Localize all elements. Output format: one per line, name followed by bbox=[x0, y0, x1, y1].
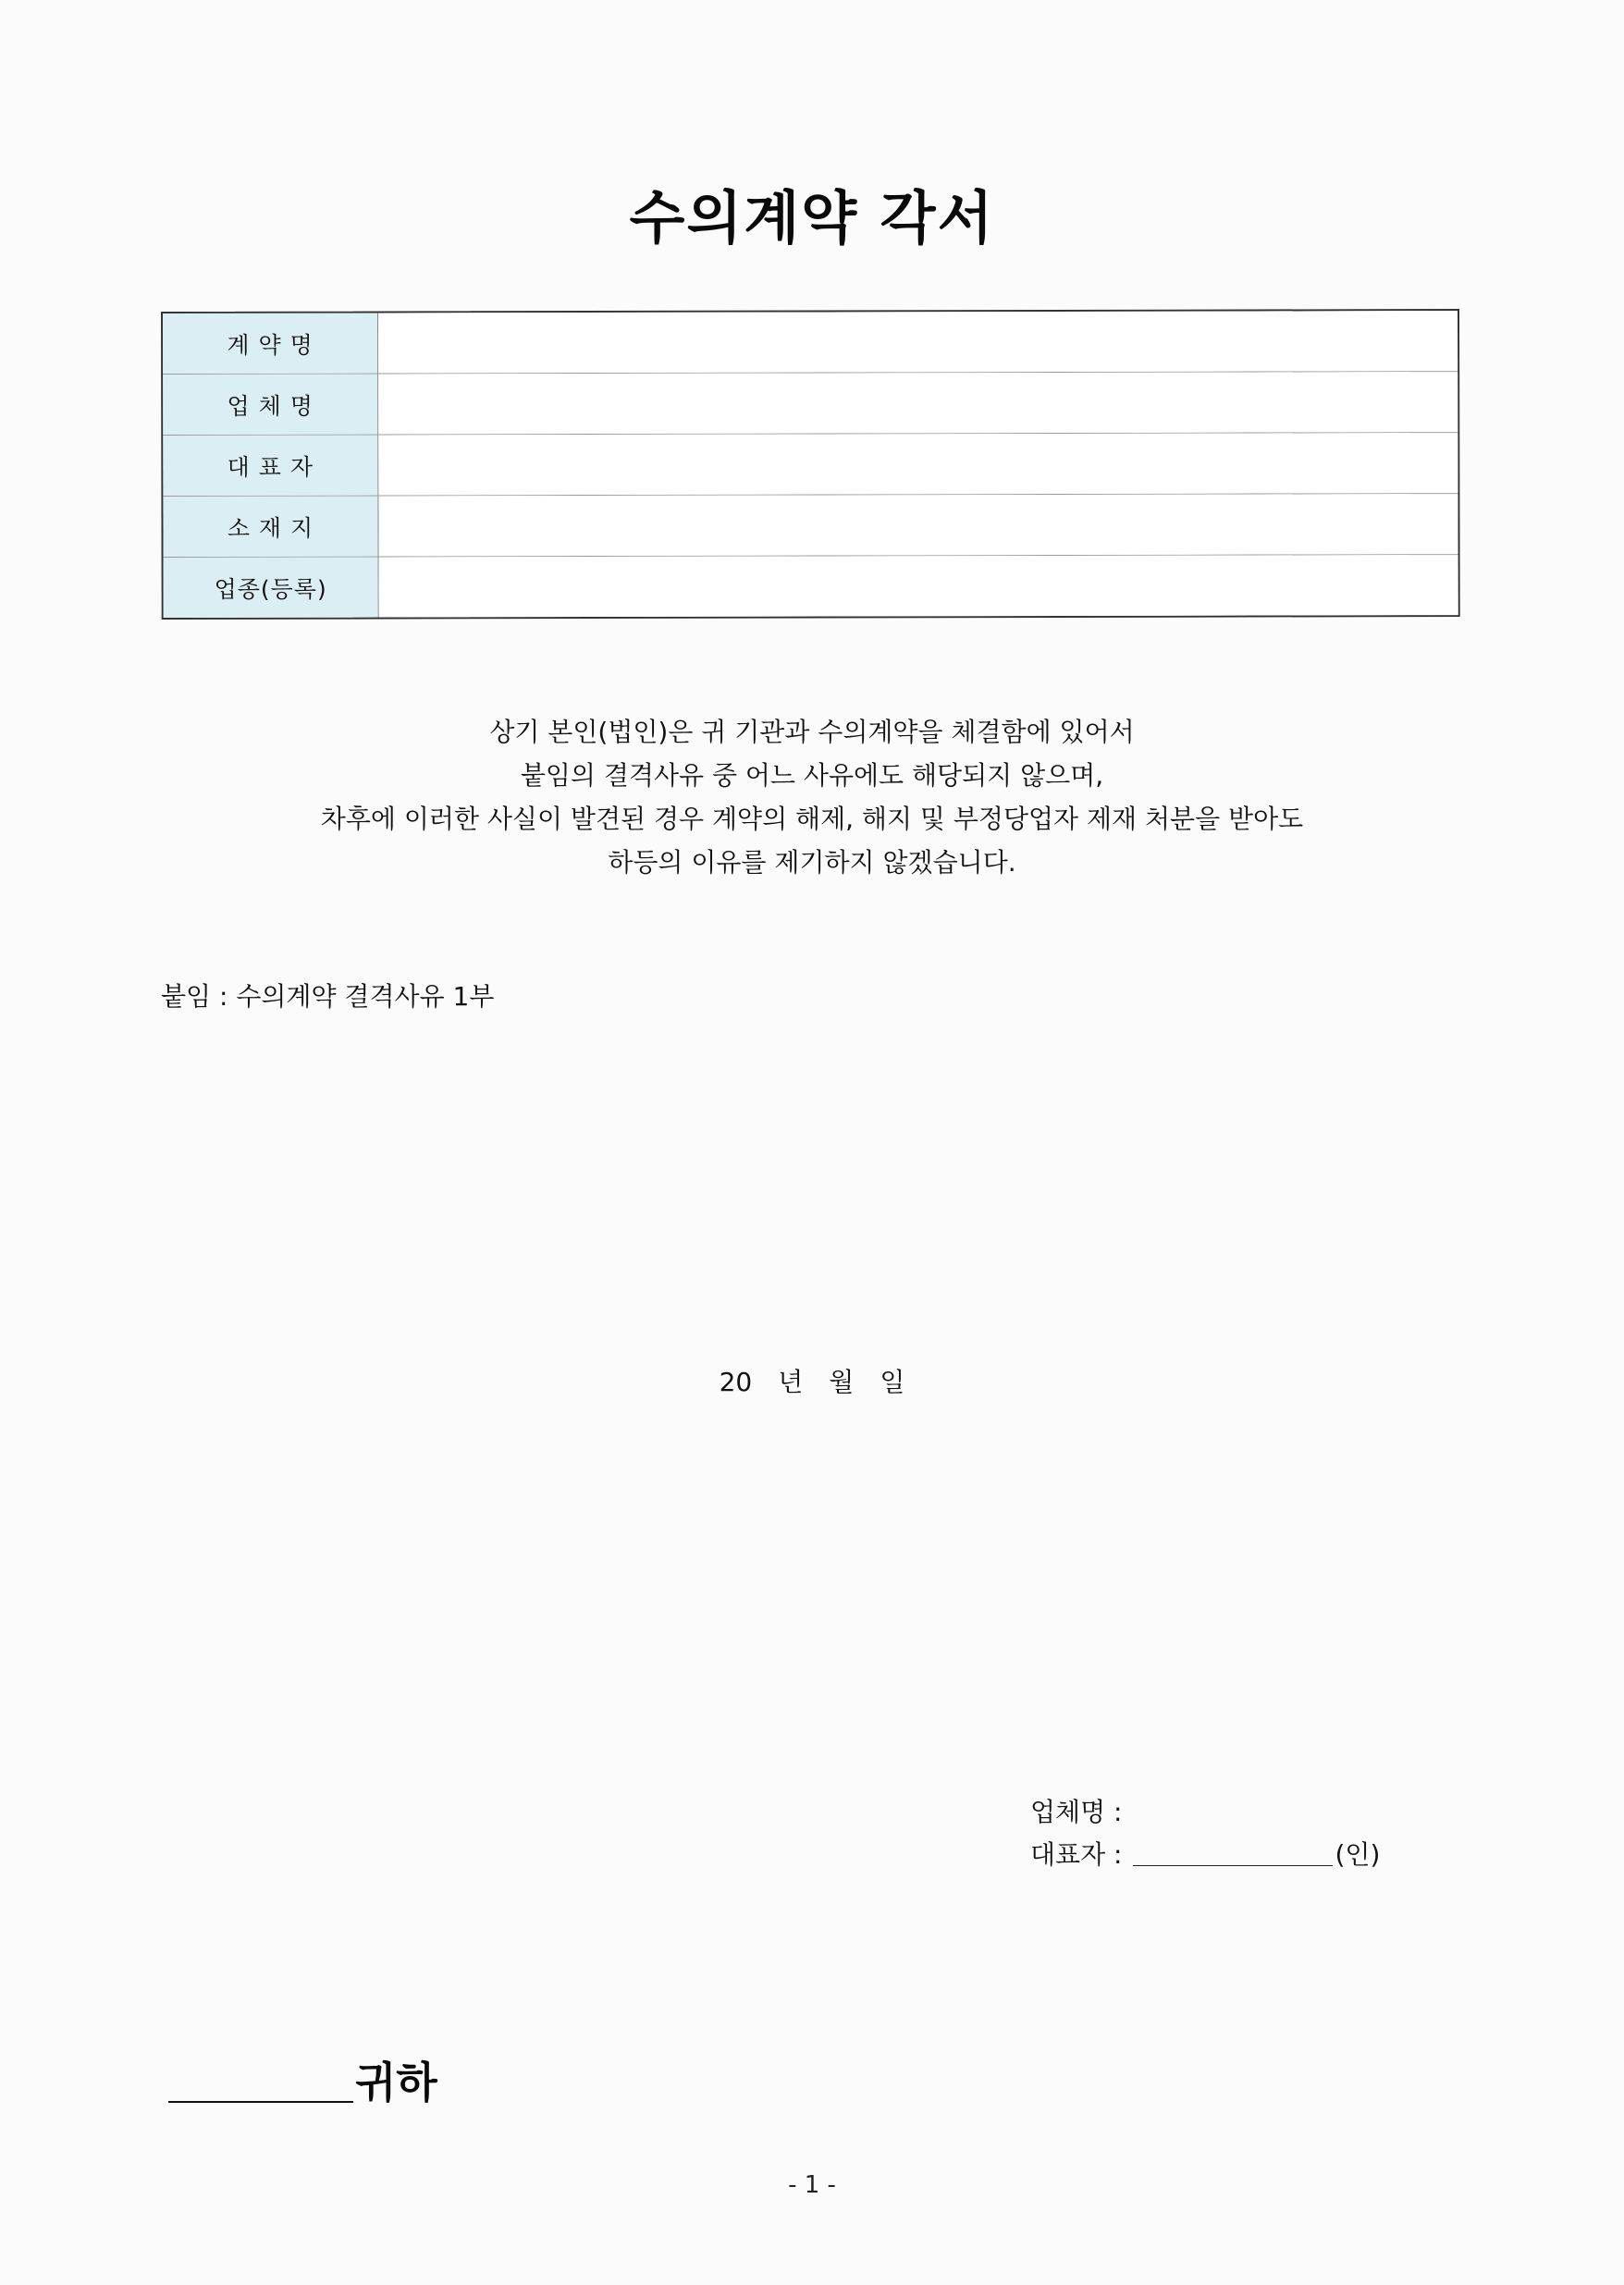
statement-line: 하등의 이유를 제기하지 않겠습니다. bbox=[608, 847, 1016, 878]
date-month-label: 월 bbox=[829, 1367, 855, 1397]
table-row-representative bbox=[163, 433, 1458, 497]
representative-label: 대표자 : bbox=[1030, 1839, 1123, 1870]
representative-field[interactable] bbox=[378, 433, 1458, 495]
page-number: - 1 - bbox=[788, 2171, 836, 2199]
company-name-field[interactable] bbox=[378, 372, 1458, 434]
document-title: 수의계약 각서 bbox=[629, 184, 995, 252]
table-row-contract-name bbox=[163, 311, 1458, 375]
seal-mark: (인) bbox=[1335, 1839, 1381, 1870]
date-day-label: 일 bbox=[880, 1367, 905, 1397]
table-row-business-type bbox=[164, 555, 1458, 618]
representative-signature-blank[interactable] bbox=[1133, 1864, 1333, 1866]
row-label: 소 재 지 bbox=[163, 497, 378, 557]
row-label: 업종(등록) bbox=[164, 558, 379, 618]
attachment-note: 붙임 : 수의계약 결격사유 1부 bbox=[161, 981, 495, 1012]
signature-representative bbox=[1030, 1835, 1380, 1872]
statement-line: 차후에 이러한 사실이 발견된 경우 계약의 해제, 해지 및 부정당업자 제재 처분을 받아도 bbox=[320, 804, 1304, 834]
table-row-address bbox=[163, 494, 1458, 558]
row-label: 업 체 명 bbox=[163, 375, 378, 435]
statement-line: 상기 본인(법인)은 귀 기관과 수의계약을 체결함에 있어서 bbox=[489, 717, 1135, 747]
contract-info-table bbox=[161, 309, 1460, 620]
business-type-field[interactable] bbox=[379, 555, 1458, 617]
statement-line: 붙임의 결격사유 중 어느 사유에도 해당되지 않으며, bbox=[520, 760, 1104, 791]
table-row-company-name bbox=[163, 372, 1458, 436]
contract-name-field[interactable] bbox=[378, 311, 1458, 373]
addressee bbox=[168, 2049, 437, 2110]
addressee-blank[interactable] bbox=[168, 2101, 353, 2103]
signature-company bbox=[1030, 1792, 1122, 1829]
date-year-label: 년 bbox=[778, 1367, 804, 1397]
address-field[interactable] bbox=[378, 494, 1458, 556]
date-year-prefix: 20 bbox=[719, 1367, 753, 1397]
row-label: 계 약 명 bbox=[163, 313, 378, 374]
pledge-statement bbox=[0, 710, 1624, 884]
addressee-label: 귀하 bbox=[355, 2058, 437, 2107]
date-line bbox=[0, 1362, 1624, 1399]
company-label: 업체명 : bbox=[1030, 1797, 1123, 1827]
row-label: 대 표 자 bbox=[163, 436, 378, 496]
